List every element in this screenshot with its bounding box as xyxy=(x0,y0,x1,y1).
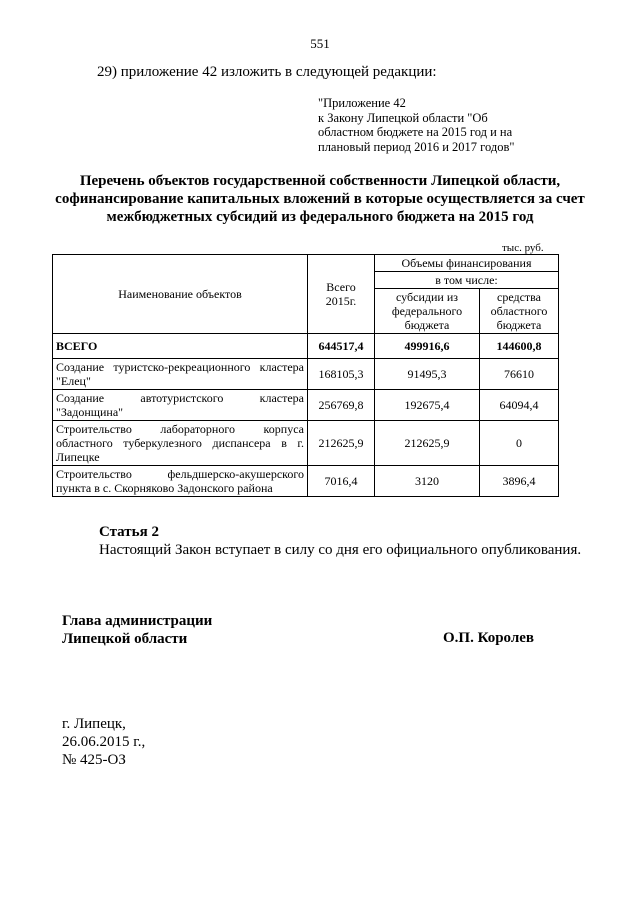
cell-federal: 499916,6 xyxy=(375,334,480,359)
header-financing: Объемы финансирования xyxy=(375,255,559,272)
article-heading: Статья 2 xyxy=(99,524,159,540)
objects-table xyxy=(52,254,559,497)
appendix-reference xyxy=(318,96,514,154)
cell-federal: 3120 xyxy=(375,466,480,497)
cell-name: ВСЕГО xyxy=(53,334,308,359)
document-title xyxy=(40,172,600,226)
article-text: Настоящий Закон вступает в силу со дня его официального опубликования. xyxy=(99,542,582,558)
title-line: софинансирование капитальных вложений в которые осуществляется за счет xyxy=(55,191,585,207)
cell-federal: 91495,3 xyxy=(375,359,480,390)
cell-name: Создание туристско-рекреационного кластера "Елец" xyxy=(53,359,308,390)
appendix-line: областном бюджете на 2015 год и на xyxy=(318,125,513,139)
table-row xyxy=(53,421,559,466)
cell-name: Строительство лабораторного корпуса областного туберкулезного диспансера в г. Липецке xyxy=(53,421,308,466)
document-footer xyxy=(62,715,145,769)
header-regional: средства областного бюджета xyxy=(480,289,559,334)
cell-name: Создание автотуристского кластера "Задонщина" xyxy=(53,390,308,421)
cell-name: Строительство фельдшерско-акушерского пункта в с. Скорняково Задонского района xyxy=(53,466,308,497)
table-row xyxy=(53,466,559,497)
header-including: в том числе: xyxy=(375,272,559,289)
cell-regional: 76610 xyxy=(480,359,559,390)
cell-total: 7016,4 xyxy=(308,466,375,497)
footer-date: 26.06.2015 г., xyxy=(62,734,146,750)
cell-regional: 3896,4 xyxy=(480,466,559,497)
cell-regional: 144600,8 xyxy=(480,334,559,359)
position-line: Липецкой области xyxy=(62,631,188,647)
table-row-total xyxy=(53,334,559,359)
cell-total: 212625,9 xyxy=(308,421,375,466)
cell-regional: 64094,4 xyxy=(480,390,559,421)
title-line: межбюджетных субсидий из федерального бюджета на 2015 год xyxy=(106,209,534,225)
header-total: Всего 2015г. xyxy=(308,255,375,334)
cell-total: 644517,4 xyxy=(308,334,375,359)
footer-city: г. Липецк, xyxy=(62,716,126,732)
page-number: 551 xyxy=(310,36,330,51)
appendix-line: плановый период 2016 и 2017 годов" xyxy=(318,139,515,154)
intro-text: 29) приложение 42 изложить в следующей редакции: xyxy=(97,64,437,80)
appendix-line: "Приложение 42 xyxy=(318,96,406,110)
units-label: тыс. руб. xyxy=(502,242,544,254)
cell-total: 256769,8 xyxy=(308,390,375,421)
cell-federal: 192675,4 xyxy=(375,390,480,421)
cell-federal: 212625,9 xyxy=(375,421,480,466)
position-line: Глава администрации xyxy=(62,613,213,629)
header-federal: субсидии из федерального бюджета xyxy=(375,289,480,334)
title-line: Перечень объектов государственной собственности Липецкой области, xyxy=(79,173,561,189)
footer-number: № 425-ОЗ xyxy=(62,752,126,768)
signature-position xyxy=(62,612,212,648)
cell-regional: 0 xyxy=(480,421,559,466)
cell-total: 168105,3 xyxy=(308,359,375,390)
signatory-name: О.П. Королев xyxy=(443,630,535,646)
header-name: Наименование объектов xyxy=(53,255,308,334)
table-row xyxy=(53,359,559,390)
appendix-line: к Закону Липецкой области "Об xyxy=(318,110,488,125)
table-row xyxy=(53,390,559,421)
